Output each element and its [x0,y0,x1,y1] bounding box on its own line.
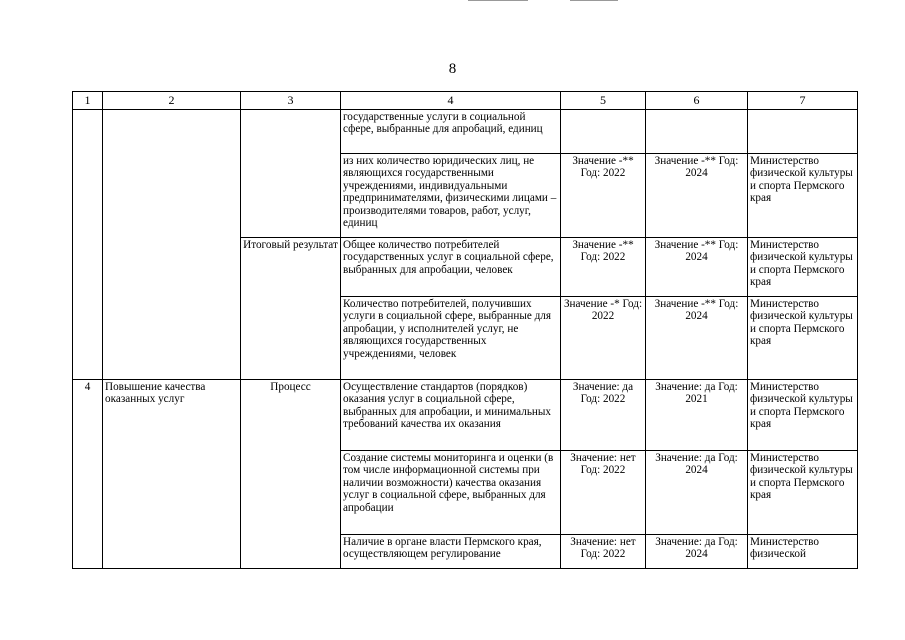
result-type-cell: Итоговый результат [241,238,341,380]
target-value-cell: Значение: да Год: 2021 [646,380,748,451]
base-value-cell: Значение -* Год: 2022 [561,297,646,380]
target-value-text: Значение: да Год: 2024 [655,536,738,560]
target-value-cell: Значение -** Год: 2024 [646,154,748,238]
task-cell [103,110,241,380]
responsible-cell [748,110,858,154]
indicator-cell: Создание системы мониторинга и оценки (в том числе информационной системы при наличии возможности) качества оказания услуг в социальной сфере, выбранных для апробации [341,451,561,535]
header-cell: 6 [646,92,748,110]
target-value-cell: Значение -** Год: 2024 [646,238,748,297]
result-type-cell: Процесс [241,380,341,569]
page-number: 8 [448,61,457,77]
table-row [73,110,858,154]
header-cell: 1 [73,92,103,110]
table-row [73,380,858,451]
target-value-cell [646,110,748,154]
row-number-cell [73,110,103,380]
indicator-cell: из них количество юридических лиц, не являющихся государственными учреждениями, индивидуальными предпринимателями, физическими лицами – производителями товаров, работ, услуг, единиц [341,154,561,238]
table-header-row [73,92,858,110]
indicator-cell: Общее количество потребителей государственных услуг в социальной сфере, выбранных для апробации, человек [341,238,561,297]
scan-mark [570,0,618,1]
base-value-cell: Значение: да Год: 2022 [561,380,646,451]
base-value-cell: Значение: нет Год: 2022 [561,451,646,535]
indicator-text: Наличие в органе власти Пермского края, осуществляющем регулирование [343,536,542,560]
responsible-cell: Министерство физической культуры и спорта Пермского края [748,451,858,535]
responsible-cell [748,535,858,569]
responsible-text: Министерство физической [750,536,819,560]
base-value-cell: Значение -** Год: 2022 [561,154,646,238]
indicators-table [72,91,858,569]
base-value-cell: Значение -** Год: 2022 [561,238,646,297]
row-number-cell: 4 [73,380,103,569]
result-type-cell [241,110,341,238]
responsible-cell: Министерство физической культуры и спорта Пермского края [748,297,858,380]
indicator-cell: Количество потребителей, получивших услуги в социальной сфере, выбранные для апробации, у исполнителей услуг, не являющихся государственных учреждениями, человек [341,297,561,380]
scan-mark [468,0,528,1]
task-cell: Повышение качества оказанных услуг [103,380,241,569]
responsible-cell: Министерство физической культуры и спорта Пермского края [748,154,858,238]
base-value-cell [561,110,646,154]
indicator-cell: государственные услуги в социальной сфере, выбранные для апробаций, единиц [341,110,561,154]
header-cell: 7 [748,92,858,110]
responsible-cell: Министерство физической культуры и спорта Пермского края [748,380,858,451]
target-value-cell: Значение -** Год: 2024 [646,297,748,380]
header-cell: 4 [341,92,561,110]
indicator-cell: Осуществление стандартов (порядков) оказания услуг в социальной сфере, выбранных для апробации, и минимальных требований качества их оказания [341,380,561,451]
base-value-cell [561,535,646,569]
header-cell: 2 [103,92,241,110]
target-value-cell: Значение: да Год: 2024 [646,451,748,535]
header-cell: 3 [241,92,341,110]
indicator-cell [341,535,561,569]
target-value-cell [646,535,748,569]
responsible-cell: Министерство физической культуры и спорта Пермского края [748,238,858,297]
base-value-text: Значение: нет Год: 2022 [570,536,636,560]
header-cell: 5 [561,92,646,110]
